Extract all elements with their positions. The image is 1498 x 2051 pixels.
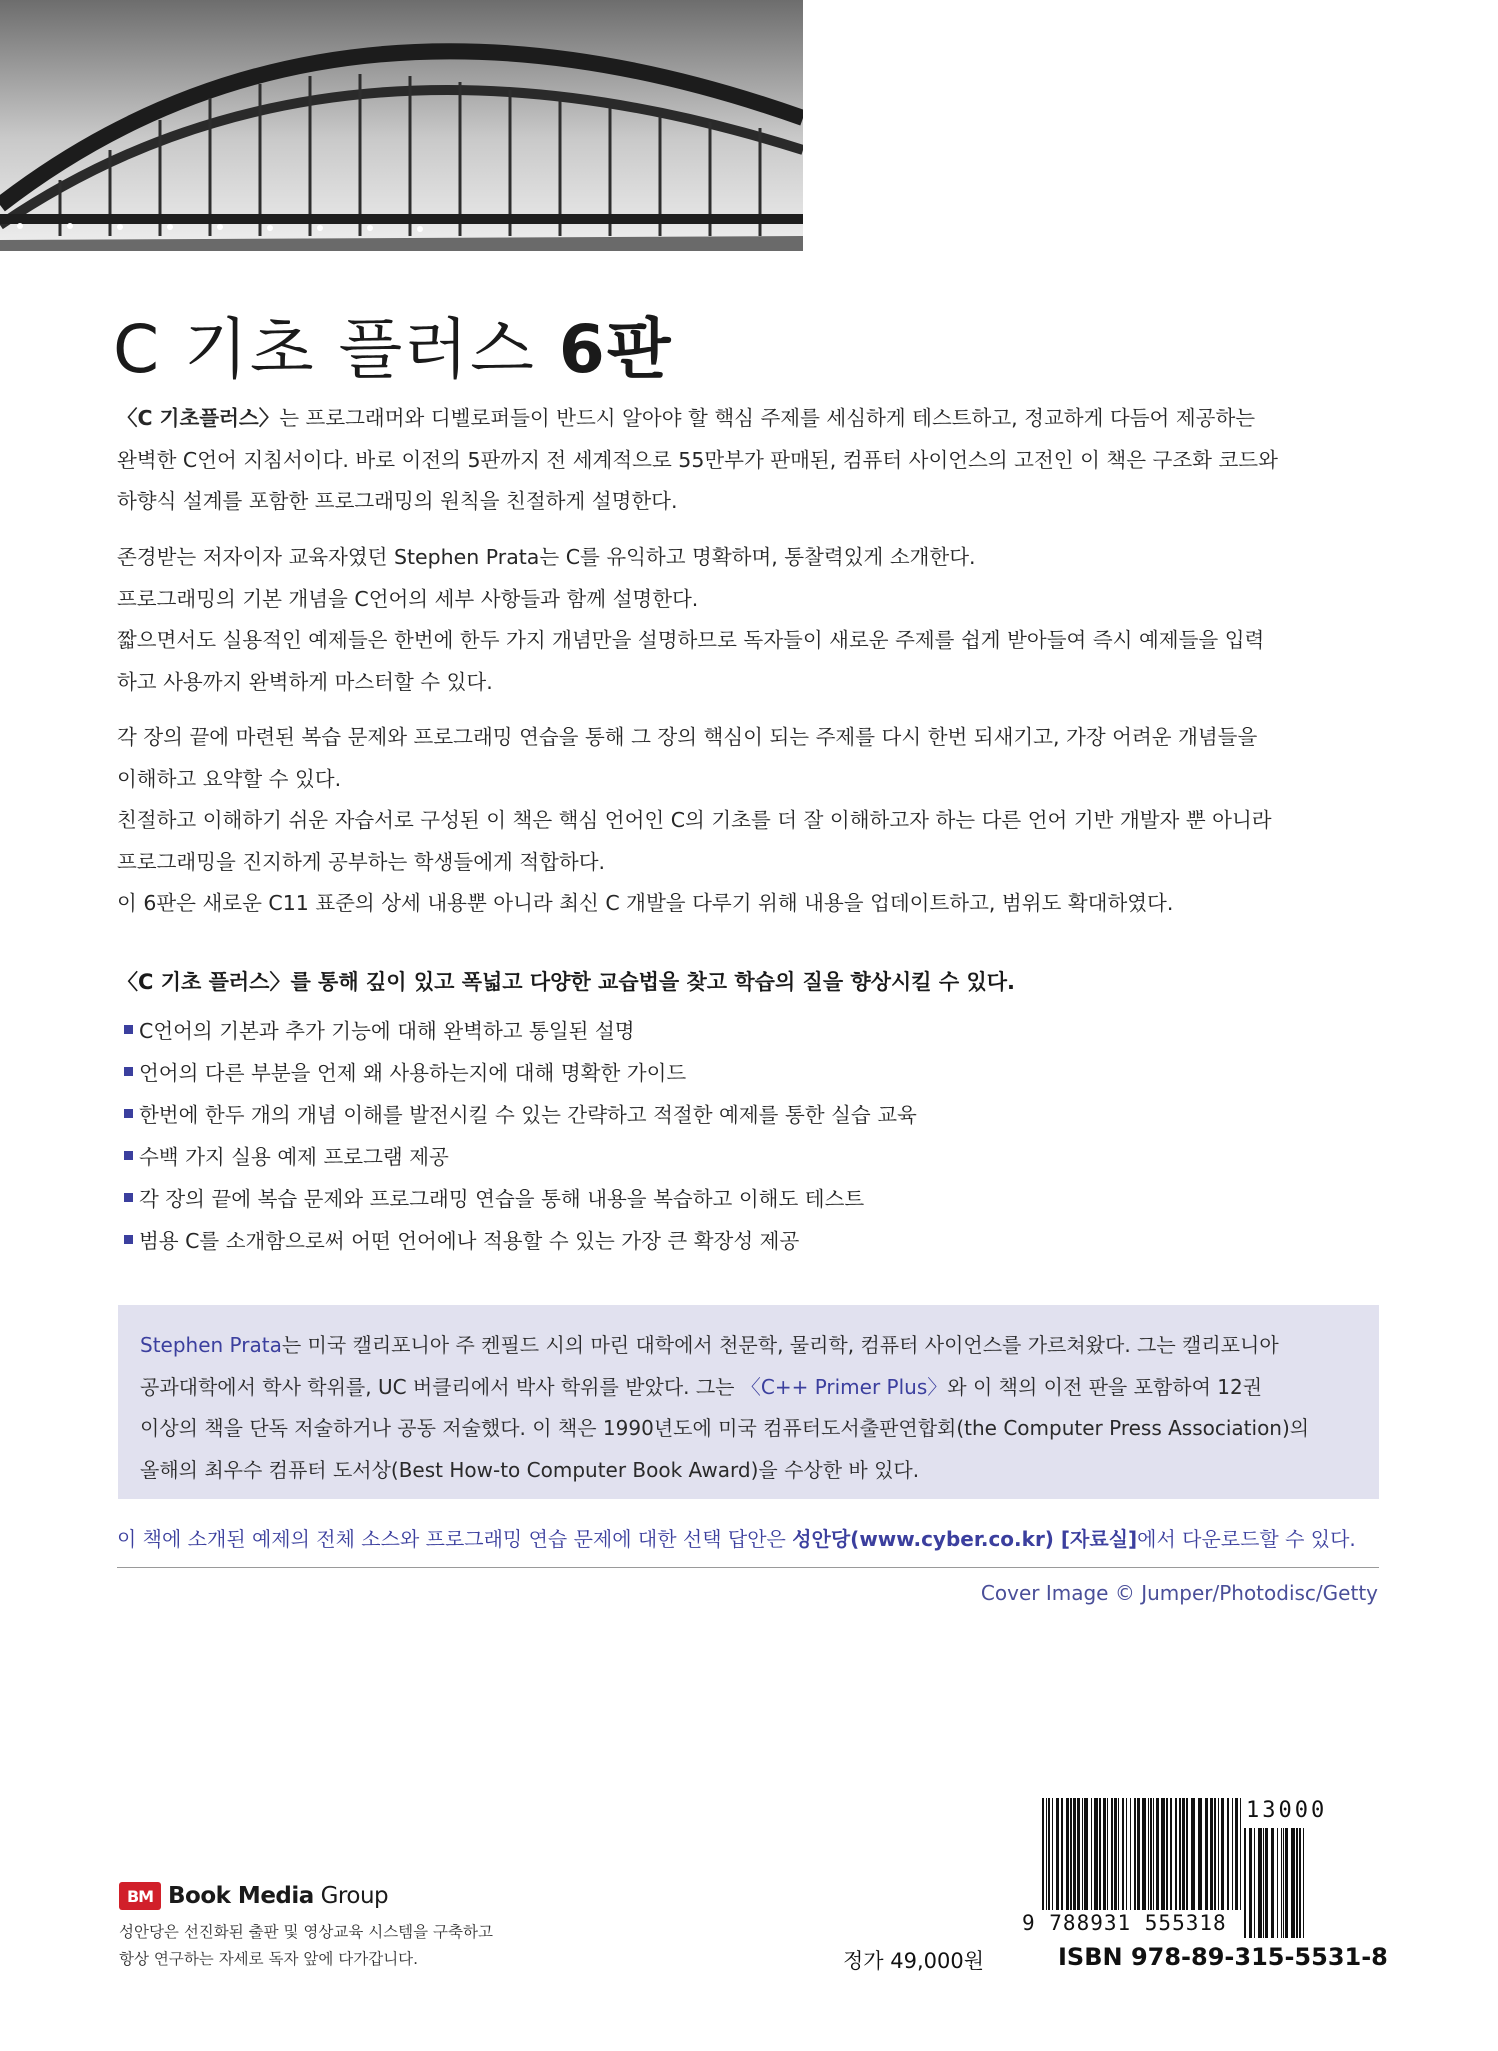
barcode-bar	[1227, 1798, 1229, 1910]
barcode-bar	[1082, 1798, 1083, 1910]
intro-text: 완벽한 C언어 지침서이다. 바로 이전의 5판까지 전 세계적으로 55만부가 판매된, 컴퓨터 사이언스의 고전인 이 책은 구조화 코드와	[117, 447, 1278, 472]
square-bullet-icon	[124, 1025, 133, 1034]
download-note	[117, 1523, 1356, 1552]
barcode-bar	[1263, 1828, 1264, 1938]
barcode-bar	[1299, 1828, 1301, 1938]
body3-line: 각 장의 끝에 마련된 복습 문제와 프로그래밍 연습을 통해 그 장의 핵심이 되는 주제를 다시 한번 되새기고, 가장 어려운 개념들을	[117, 725, 1258, 749]
barcode-bar	[1111, 1798, 1113, 1910]
square-bullet-icon	[124, 1193, 133, 1202]
barcode-bar	[1073, 1798, 1076, 1910]
barcode-bar	[1271, 1828, 1274, 1938]
body3-line: 친절하고 이해하기 쉬운 자습서로 구성된 이 책은 핵심 언어인 C의 기초를 더 잘 이해하고자 하는 다른 언어 기반 개발자 뿐 아니라	[117, 808, 1272, 832]
barcode-bar	[1296, 1828, 1298, 1938]
body3-line: 프로그래밍을 진지하게 공부하는 학생들에게 적합하다.	[117, 849, 606, 874]
barcode-bar	[1283, 1828, 1284, 1938]
tagline-line: 성안당은 선진화된 출판 및 영상교육 시스템을 구축하고	[119, 1923, 493, 1941]
barcode-bar	[1107, 1798, 1108, 1910]
intro-line	[117, 398, 1379, 440]
barcode-bar	[1066, 1798, 1069, 1910]
barcode-bar	[1214, 1798, 1216, 1910]
intro-text: 하향식 설계를 포함한 프로그래밍의 원칙을 친절하게 설명한다.	[117, 489, 678, 513]
feature-text: 언어의 다른 부분을 언제 왜 사용하는지에 대해 명확한 가이드	[139, 1061, 687, 1085]
barcode-bar	[1103, 1798, 1106, 1910]
body2-line: 짧으면서도 실용적인 예제들은 한번에 한두 가지 개념만을 설명하므로 독자들이 새로운 주제를 쉽게 받아들여 즉시 예제들을 입력	[117, 628, 1265, 652]
barcode-bar	[1244, 1828, 1246, 1938]
barcode-bar	[1148, 1798, 1149, 1910]
barcode-bar	[1179, 1798, 1181, 1910]
barcode-bar	[1048, 1798, 1050, 1910]
author-text: 공과대학에서 학사 학위를, UC 버클리에서 박사 학위를 받았다. 그는	[140, 1374, 741, 1399]
body2-line: 존경받는 저자이자 교육자였던 Stephen Prata는 C를 유익하고 명확하며, 통찰력있게 소개한다.	[117, 545, 976, 569]
intro-line	[117, 481, 1379, 523]
body3-line: 이해하고 요약할 수 있다.	[117, 766, 342, 791]
description-block-1	[117, 537, 1379, 703]
bridge-photo	[0, 0, 803, 251]
barcode-bar	[1281, 1828, 1282, 1938]
author-text: Stephen Prata	[140, 1333, 282, 1357]
features-list	[124, 1010, 917, 1262]
barcode-bar	[1142, 1798, 1146, 1910]
barcode-bar	[1249, 1828, 1252, 1938]
body2-line: 하고 사용까지 완벽하게 마스터할 수 있다.	[117, 669, 493, 694]
barcode-bar	[1126, 1798, 1127, 1910]
features-heading: 〈C 기초 플러스〉를 통해 깊이 있고 폭넓고 다양한 교습법을 찾고 학습의 질을 향상시킬 수 있다.	[117, 970, 1016, 994]
square-bullet-icon	[124, 1151, 133, 1160]
barcode-digits: 9 788931 555318	[1022, 1911, 1227, 1935]
barcode-bar	[1084, 1798, 1088, 1910]
divider	[117, 1567, 1379, 1568]
barcode-bar	[1118, 1798, 1119, 1910]
cover-image-credit: Cover Image © Jumper/Photodisc/Getty	[980, 1581, 1378, 1605]
price-code: 13000	[1246, 1798, 1328, 1823]
description-block-2	[117, 717, 1379, 925]
publisher-tagline	[119, 1919, 493, 1973]
barcode-bar	[1191, 1798, 1195, 1910]
barcode-bar	[1218, 1798, 1219, 1910]
barcode-bar	[1303, 1828, 1304, 1938]
square-bullet-icon	[124, 1067, 133, 1076]
barcode-bar	[1091, 1798, 1092, 1910]
intro-line	[117, 440, 1379, 482]
tagline-line: 항상 연구하는 자세로 독자 앞에 다가갑니다.	[119, 1950, 419, 1968]
feature-text: 수백 가지 실용 예제 프로그램 제공	[139, 1145, 449, 1169]
barcode-bar	[1042, 1798, 1044, 1910]
intro-text: 〈C 기초플러스〉	[117, 406, 280, 430]
download-text: 이 책에 소개된 예제의 전체 소스와 프로그래밍 연습 문제에 대한 선택 답안은	[117, 1527, 793, 1551]
author-line	[140, 1367, 1357, 1409]
author-bio-box	[118, 1305, 1379, 1499]
barcode-bar	[1061, 1798, 1063, 1910]
feature-item	[124, 1136, 917, 1178]
book-title-edition: 6판	[558, 311, 673, 388]
feature-text: 범용 C를 소개함으로써 어떤 언어에나 적용할 수 있는 가장 큰 확장성 제공	[139, 1229, 800, 1253]
barcode-bar	[1258, 1828, 1262, 1938]
barcode-bar	[1285, 1828, 1288, 1938]
barcode-bar	[1265, 1828, 1268, 1938]
feature-item	[124, 1052, 917, 1094]
feature-item	[124, 1010, 917, 1052]
download-text: 에서 다운로드할 수 있다.	[1137, 1527, 1356, 1551]
body2-line: 프로그래밍의 기본 개념을 C언어의 세부 사항들과 함께 설명한다.	[117, 586, 699, 611]
barcode-bar	[1056, 1798, 1059, 1910]
publisher-name: Book Media Group	[168, 1883, 389, 1909]
barcode-bar	[1099, 1798, 1101, 1910]
barcode-bar	[1170, 1798, 1172, 1910]
barcode-bar	[1150, 1798, 1152, 1910]
book-title	[113, 296, 673, 391]
barcode-bar	[1114, 1798, 1117, 1910]
author-line	[140, 1325, 1357, 1367]
feature-item	[124, 1220, 917, 1262]
barcode-bar	[1221, 1798, 1224, 1910]
barcode-bar	[1130, 1798, 1131, 1910]
barcode-bar	[1291, 1828, 1295, 1938]
author-text: 는 미국 캘리포니아 주 켄필드 시의 마린 대학에서 천문학, 물리학, 컴퓨터 사이언스를 가르쳐왔다. 그는 캘리포니아	[281, 1333, 1279, 1357]
barcode-bar	[1052, 1798, 1053, 1910]
barcode-bar	[1232, 1798, 1233, 1910]
barcode-bar	[1198, 1798, 1202, 1910]
price: 정가 49,000원	[843, 1949, 985, 1973]
barcode-bar	[1134, 1798, 1136, 1910]
bm-logo-icon: BM	[119, 1882, 161, 1910]
square-bullet-icon	[124, 1235, 133, 1244]
author-line	[140, 1450, 1357, 1492]
barcode-bar	[1210, 1798, 1213, 1910]
barcode-bar	[1161, 1798, 1165, 1910]
barcode-bar	[1205, 1798, 1208, 1910]
book-title-main: C 기초 플러스	[113, 311, 559, 388]
barcode-bar	[1046, 1798, 1047, 1910]
barcode-bar	[1122, 1798, 1124, 1910]
author-line	[140, 1408, 1357, 1450]
publisher-logo	[119, 1882, 388, 1910]
barcode-bar	[1182, 1798, 1185, 1910]
barcode-bar	[1070, 1798, 1072, 1910]
author-text: 와 이 책의 이전 판을 포함하여 12권	[947, 1374, 1263, 1399]
barcode-bar	[1240, 1798, 1241, 1910]
barcode-bar	[1137, 1798, 1140, 1910]
barcode-bar	[1175, 1798, 1177, 1910]
barcode-bar	[1277, 1828, 1278, 1938]
square-bullet-icon	[124, 1109, 133, 1118]
feature-text: C언어의 기본과 추가 기능에 대해 완벽하고 통일된 설명	[139, 1019, 635, 1043]
barcode-bar	[1153, 1798, 1154, 1910]
barcode-bar	[1077, 1798, 1080, 1910]
barcode-bar	[1094, 1798, 1098, 1910]
feature-text: 각 장의 끝에 복습 문제와 프로그래밍 연습을 통해 내용을 복습하고 이해도 테스트	[139, 1187, 865, 1211]
author-text: 이상의 책을 단독 저술하거나 공동 저술했다. 이 책은 1990년도에 미국 컴퓨터도서출판연합회(the Computer Press Association)의	[140, 1416, 1310, 1440]
body3-line: 이 6판은 새로운 C11 표준의 상세 내용뿐 아니라 최신 C 개발을 다루기 위해 내용을 업데이트하고, 범위도 확대하였다.	[117, 891, 1174, 915]
barcode-bar	[1254, 1828, 1255, 1938]
download-text: 성안당(www.cyber.co.kr) [자료실]	[792, 1527, 1138, 1551]
barcode-bar	[1166, 1798, 1168, 1910]
intro-text: 는 프로그래머와 디벨로퍼들이 반드시 알아야 할 핵심 주제를 세심하게 테스트하고, 정교하게 다듬어 제공하는	[279, 406, 1256, 430]
feature-text: 한번에 한두 개의 개념 이해를 발전시킬 수 있는 간략하고 적절한 예제를 통한 실습 교육	[139, 1103, 917, 1127]
feature-item	[124, 1094, 917, 1136]
intro-paragraph	[117, 398, 1379, 523]
barcode-bar	[1235, 1798, 1238, 1910]
author-text: 〈C++ Primer Plus〉	[740, 1374, 948, 1399]
feature-item	[124, 1178, 917, 1220]
barcode-bar	[1156, 1798, 1159, 1910]
barcode-bar	[1186, 1798, 1188, 1910]
isbn-number: ISBN 978-89-315-5531-8	[1058, 1943, 1388, 1971]
author-text: 올해의 최우수 컴퓨터 도서상(Best How-to Computer Book Award)을 수상한 바 있다.	[140, 1457, 920, 1482]
